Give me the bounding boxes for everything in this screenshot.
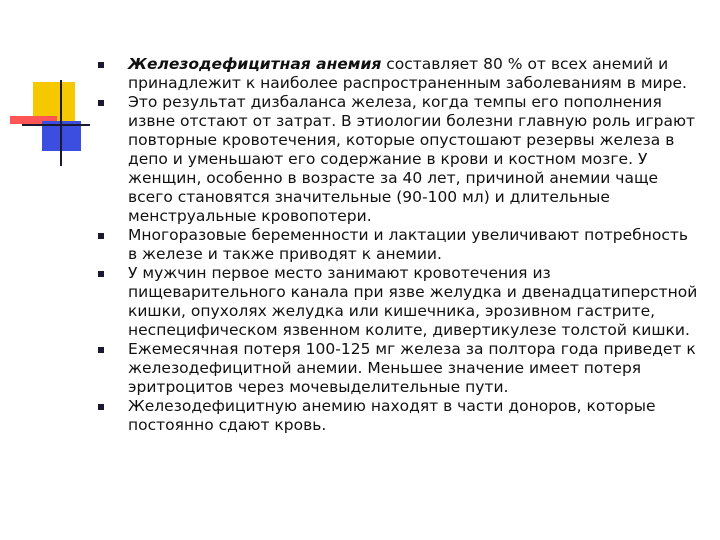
list-item bbox=[98, 226, 698, 264]
square-bullet-icon bbox=[98, 404, 104, 410]
list-item-text: Это результат дизбаланса железа, когда темпы его пополнения извне отстают от затрат. В этиологии болезни главную роль играют повторные кровотечения, которые опустошают резервы железа в депо и уменьшают его содержание в крови и костном мозге. У женщин, особенно в возрасте за 40 лет, причиной анемии чаще всего становятся значительные (90-100 мл) и длительные менструальные кровопотери. bbox=[128, 93, 696, 225]
list-item-text: У мужчин первое место занимают кровотечения из пищеварительного канала при язве желудка и двенадцатиперстной кишки, опухолях желудка или кишечника, эрозивном гастрите, неспецифическом язвенном колите, дивертикулезе толстой кишки. bbox=[128, 264, 698, 339]
bullet-list bbox=[98, 55, 698, 435]
list-item bbox=[98, 397, 698, 435]
square-bullet-icon bbox=[98, 271, 104, 277]
horizontal-line bbox=[22, 124, 90, 126]
list-item bbox=[98, 340, 698, 397]
list-item-text: Многоразовые беременности и лактации увеличивают потребность в железе и также приводят к анемии. bbox=[128, 226, 689, 263]
slide-content bbox=[98, 55, 698, 435]
square-bullet-icon bbox=[98, 347, 104, 353]
square-bullet-icon bbox=[98, 62, 104, 68]
list-item-text: Ежемесячная потеря 100-125 мг железа за полтора года приведет к железодефицитной анемии. Меньшее значение имеет потеря эритроцитов через мочевыделительные пути. bbox=[128, 340, 696, 396]
square-bullet-icon bbox=[98, 233, 104, 239]
vertical-line bbox=[60, 80, 62, 166]
list-item-text: Железодефицитную анемию находят в части доноров, которые постоянно сдают кровь. bbox=[128, 397, 656, 434]
list-item bbox=[98, 264, 698, 340]
square-bullet-icon bbox=[98, 100, 104, 106]
list-item bbox=[98, 55, 698, 93]
list-item bbox=[98, 93, 698, 226]
list-item-text: составляет 80 % от всех анемий и принадлежит к наиболее распространенным заболеваниям в мире. bbox=[128, 55, 687, 92]
term-emphasis: Железодефицитная анемия bbox=[128, 55, 382, 73]
